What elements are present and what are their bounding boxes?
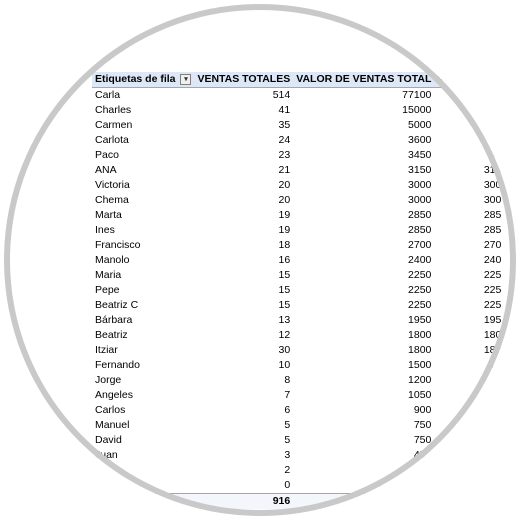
valor-ventas-cell[interactable]: 1800 xyxy=(408,329,432,341)
ventas-totales-cell[interactable]: 7 xyxy=(284,389,291,401)
pivot-table xyxy=(92,72,504,509)
valor-ventas-cell[interactable]: 900 xyxy=(413,404,432,416)
valor-ventas-cell[interactable]: 15000 xyxy=(402,104,432,116)
incentivo-cell[interactable]: 240 xyxy=(483,254,502,266)
table-row xyxy=(92,358,504,373)
table-row xyxy=(92,343,504,358)
row-label-cell[interactable] xyxy=(92,478,194,494)
valor-ventas-cell[interactable]: 2700 xyxy=(408,239,432,251)
grand-total-label[interactable] xyxy=(92,494,194,510)
pivot-body xyxy=(92,88,504,494)
table-row xyxy=(92,478,504,494)
ventas-totales-cell[interactable]: 0 xyxy=(284,479,291,491)
incentivo-cell[interactable] xyxy=(434,478,504,494)
table-row xyxy=(92,178,504,193)
valor-ventas-cell[interactable]: 2400 xyxy=(408,254,432,266)
valor-ventas-cell[interactable]: 750 xyxy=(413,419,432,431)
table-row xyxy=(92,433,504,448)
table-row xyxy=(92,118,504,133)
incentivo-cell[interactable] xyxy=(434,433,504,448)
grand-total-row xyxy=(92,494,504,510)
row-label-cell[interactable]: Victoria xyxy=(95,179,130,191)
row-label-cell[interactable]: Maria xyxy=(95,269,122,281)
valor-ventas-cell[interactable]: 2250 xyxy=(408,269,432,281)
valor-ventas-cell[interactable]: 1500 xyxy=(408,359,432,371)
ventas-totales-cell[interactable]: 20 xyxy=(278,179,291,191)
ventas-totales-cell[interactable]: 16 xyxy=(278,254,291,266)
table-row xyxy=(92,283,504,298)
circular-frame xyxy=(4,4,516,516)
header-row-labels-text: Etiquetas de fila xyxy=(95,73,176,85)
table-row xyxy=(92,163,504,178)
ventas-totales-cell[interactable]: 19 xyxy=(278,224,291,236)
ventas-totales-cell[interactable]: 8 xyxy=(284,374,291,386)
row-label-cell[interactable]: Beatriz C xyxy=(95,299,139,311)
ventas-totales-cell[interactable]: 2 xyxy=(284,464,291,476)
valor-ventas-cell[interactable] xyxy=(293,478,434,494)
ventas-totales-cell[interactable]: 5 xyxy=(284,419,291,431)
incentivo-cell[interactable] xyxy=(434,418,504,433)
table-row xyxy=(92,328,504,343)
row-label-cell[interactable] xyxy=(92,463,194,478)
incentivo-cell[interactable]: 285 xyxy=(483,224,502,236)
row-label-cell[interactable]: Carlos xyxy=(95,404,126,416)
incentivo-cell[interactable]: 15 xyxy=(489,359,502,371)
row-label-cell[interactable]: Manolo xyxy=(95,254,130,266)
ventas-totales-cell[interactable]: 15 xyxy=(278,284,291,296)
row-label-cell[interactable]: ANA xyxy=(95,164,117,176)
valor-ventas-cell[interactable]: 3000 xyxy=(408,194,432,206)
incentivo-cell[interactable] xyxy=(434,103,504,118)
table-row xyxy=(92,373,504,388)
table-row xyxy=(92,448,504,463)
row-label-cell[interactable]: Carmen xyxy=(95,119,133,131)
valor-ventas-cell[interactable]: 1950 xyxy=(408,314,432,326)
table-row xyxy=(92,313,504,328)
row-label-cell[interactable]: Angeles xyxy=(95,389,133,401)
incentivo-cell[interactable]: 270 xyxy=(483,239,502,251)
table-row xyxy=(92,193,504,208)
row-label-cell[interactable]: Manuel xyxy=(95,419,130,431)
table-row xyxy=(92,223,504,238)
valor-ventas-cell[interactable]: 750 xyxy=(413,434,432,446)
ventas-totales-cell[interactable]: 20 xyxy=(278,194,291,206)
valor-ventas-cell[interactable]: 1200 xyxy=(408,374,432,386)
ventas-totales-cell[interactable]: 514 xyxy=(272,89,291,101)
row-label-cell[interactable]: Paco xyxy=(95,149,119,161)
ventas-totales-cell[interactable]: 24 xyxy=(278,134,291,146)
incentivo-cell[interactable]: 300 xyxy=(483,194,502,206)
valor-ventas-cell[interactable]: 450 xyxy=(413,449,432,461)
table-row xyxy=(92,388,504,403)
incentivo-cell[interactable] xyxy=(434,373,504,388)
ventas-totales-cell[interactable]: 23 xyxy=(278,149,291,161)
ventas-totales-cell[interactable]: 41 xyxy=(278,104,291,116)
row-label-cell[interactable]: Carlota xyxy=(95,134,129,146)
valor-ventas-cell[interactable]: 77100 xyxy=(402,89,432,101)
header-row-labels[interactable] xyxy=(92,72,194,88)
row-label-cell[interactable]: Beatriz xyxy=(95,329,128,341)
incentivo-cell[interactable]: 34 xyxy=(489,149,502,161)
incentivo-cell[interactable]: 180 xyxy=(483,329,502,341)
row-label-cell[interactable]: Ines xyxy=(95,224,115,236)
table-row xyxy=(92,268,504,283)
row-label-cell[interactable]: Fernando xyxy=(95,359,140,371)
valor-ventas-cell[interactable]: 3450 xyxy=(408,149,432,161)
grand-total-valor[interactable] xyxy=(293,494,434,510)
incentivo-cell[interactable]: 225 xyxy=(483,269,502,281)
ventas-totales-cell[interactable]: 18 xyxy=(278,239,291,251)
ventas-totales-cell[interactable]: 35 xyxy=(278,119,291,131)
table-row xyxy=(92,298,504,313)
table-row xyxy=(92,418,504,433)
row-label-cell[interactable]: Juan xyxy=(95,449,118,461)
incentivo-cell[interactable] xyxy=(434,88,504,104)
valor-ventas-cell[interactable]: 3150 xyxy=(408,164,432,176)
table-row xyxy=(92,148,504,163)
valor-ventas-cell[interactable]: 300 xyxy=(413,464,432,476)
row-label-cell[interactable]: Bárbara xyxy=(95,314,133,326)
table-row xyxy=(92,253,504,268)
ventas-totales-cell[interactable]: 12 xyxy=(278,329,291,341)
ventas-totales-cell[interactable]: 6 xyxy=(284,404,291,416)
ventas-totales-cell[interactable]: 19 xyxy=(278,209,291,221)
table-row xyxy=(92,208,504,223)
sort-filter-icon[interactable]: ▾ xyxy=(180,74,191,85)
row-label-cell[interactable]: Carla xyxy=(95,89,121,101)
grand-total-ventas[interactable]: 916 xyxy=(194,494,293,510)
row-label-cell[interactable]: Charles xyxy=(95,104,132,116)
incentivo-cell[interactable] xyxy=(434,388,504,403)
incentivo-cell[interactable]: 315 xyxy=(483,164,502,176)
valor-ventas-cell[interactable]: 2850 xyxy=(408,209,432,221)
valor-ventas-cell[interactable]: 2250 xyxy=(408,284,432,296)
incentivo-cell[interactable]: 300 xyxy=(483,179,502,191)
row-label-cell[interactable]: Chema xyxy=(95,194,129,206)
row-label-cell[interactable]: David xyxy=(95,434,122,446)
row-label-cell[interactable]: Pepe xyxy=(95,284,120,296)
ventas-totales-cell[interactable]: 30 xyxy=(278,344,291,356)
row-label-cell[interactable]: Jorge xyxy=(95,374,122,386)
incentivo-cell[interactable] xyxy=(434,133,504,148)
ventas-totales-cell[interactable]: 15 xyxy=(278,299,291,311)
table-row xyxy=(92,133,504,148)
row-label-cell[interactable]: Marta xyxy=(95,209,122,221)
header-ventas-totales[interactable]: VENTAS TOTALES xyxy=(194,72,293,88)
table-row xyxy=(92,103,504,118)
incentivo-cell[interactable] xyxy=(434,463,504,478)
header-incentivo[interactable]: INCENTIVO xyxy=(434,72,504,88)
ventas-totales-cell[interactable]: 10 xyxy=(278,359,291,371)
ventas-totales-cell[interactable]: 13 xyxy=(278,314,291,326)
incentivo-cell[interactable]: 225 xyxy=(483,299,502,311)
ventas-totales-cell[interactable]: 3 xyxy=(284,449,291,461)
valor-ventas-cell[interactable]: 3000 xyxy=(408,179,432,191)
row-label-cell[interactable]: Francisco xyxy=(95,239,141,251)
incentivo-cell[interactable]: 225 xyxy=(483,284,502,296)
ventas-totales-cell[interactable]: 21 xyxy=(278,164,291,176)
incentivo-cell[interactable] xyxy=(434,118,504,133)
valor-ventas-cell[interactable]: 1800 xyxy=(408,344,432,356)
incentivo-cell[interactable]: 180 xyxy=(483,344,502,356)
incentivo-cell[interactable]: 195 xyxy=(483,314,502,326)
header-valor-ventas-total[interactable]: VALOR DE VENTAS TOTAL xyxy=(293,72,434,88)
valor-ventas-cell[interactable]: 2850 xyxy=(408,224,432,236)
incentivo-cell[interactable] xyxy=(434,448,504,463)
table-row xyxy=(92,403,504,418)
ventas-totales-cell[interactable]: 15 xyxy=(278,269,291,281)
grand-total-incentivo[interactable] xyxy=(434,494,504,510)
table-row xyxy=(92,463,504,478)
valor-ventas-cell[interactable]: 1050 xyxy=(408,389,432,401)
incentivo-cell[interactable]: 285 xyxy=(483,209,502,221)
table-row xyxy=(92,238,504,253)
ventas-totales-cell[interactable]: 5 xyxy=(284,434,291,446)
valor-ventas-cell[interactable]: 3600 xyxy=(408,134,432,146)
pivot-header-row xyxy=(92,72,504,88)
valor-ventas-cell[interactable]: 2250 xyxy=(408,299,432,311)
incentivo-cell[interactable] xyxy=(434,403,504,418)
valor-ventas-cell[interactable]: 5000 xyxy=(408,119,432,131)
row-label-cell[interactable]: Itziar xyxy=(95,344,118,356)
table-row xyxy=(92,88,504,104)
